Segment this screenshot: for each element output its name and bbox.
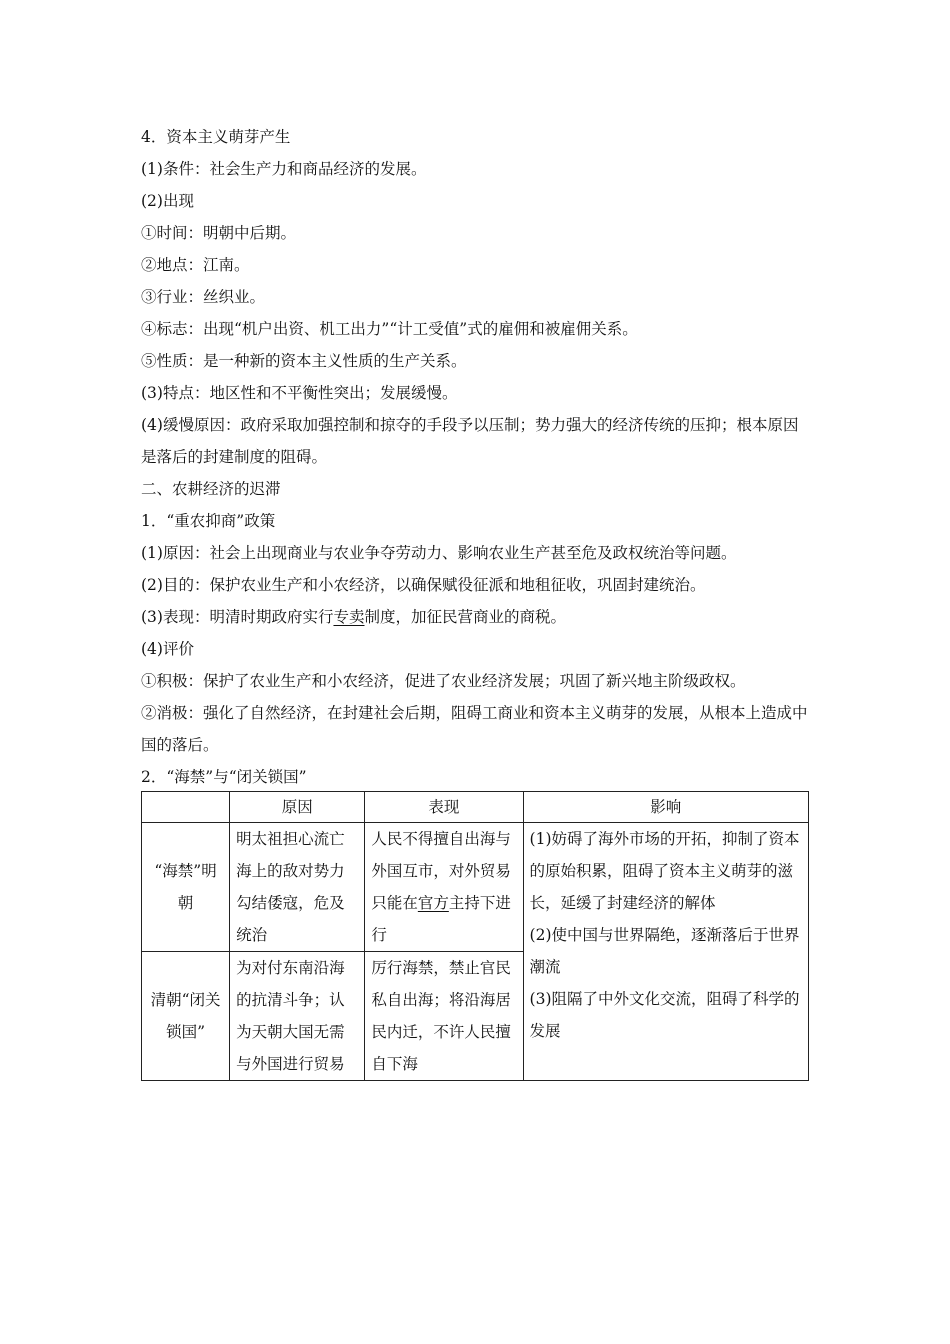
impact-item: (2)使中国与世界隔绝，逐渐落后于世界潮流	[529, 926, 800, 976]
table-header-cell: 原因	[230, 792, 365, 823]
paragraph: ②消极：强化了自然经济，在封建社会后期，阻碍工商业和资本主义萌芽的发展，从根本上造成中国的落后。	[141, 704, 808, 754]
section-heading: 二、农耕经济的迟滞	[141, 480, 281, 498]
document-body	[141, 121, 811, 793]
paragraph: ②地点：江南。	[141, 256, 250, 274]
table-cell: 为对付东南沿海的抗清斗争；认为天朝大国无需与外国进行贸易	[230, 952, 365, 1081]
impact-item: (3)阻隔了中外文化交流，阻碍了科学的发展	[529, 990, 800, 1040]
section-heading: 4．资本主义萌芽产生	[141, 128, 291, 146]
paragraph: ③行业：丝织业。	[141, 288, 266, 306]
paragraph: ④标志：出现“机户出资、机工出力”“计工受值”式的雇佣和被雇佣关系。	[141, 320, 638, 338]
row-label-cell: 清朝“闭关锁国”	[142, 952, 230, 1081]
paragraph: (1)原因：社会上出现商业与农业争夺劳动力、影响农业生产甚至危及政权统治等问题。	[141, 544, 737, 562]
paragraph: (2)出现	[141, 192, 194, 210]
table-header-cell: 影响	[523, 792, 808, 823]
text-run: 制度，加征民营商业的商税。	[364, 608, 566, 626]
subsection-heading: 2．“海禁”与“闭关锁国”	[141, 768, 307, 786]
table-header-cell: 表现	[365, 792, 523, 823]
underlined-term: 官方	[417, 894, 449, 912]
underlined-term: 专卖	[333, 608, 365, 626]
paragraph: (2)目的：保护农业生产和小农经济，以确保赋役征派和地租征收，巩固封建统治。	[141, 576, 706, 594]
paragraph: ①时间：明朝中后期。	[141, 224, 297, 242]
paragraph: (3)特点：地区性和不平衡性突出；发展缓慢。	[141, 384, 458, 402]
table-row	[142, 823, 809, 952]
table-cell	[365, 823, 523, 952]
paragraph: (4)评价	[141, 640, 194, 658]
impact-cell	[523, 823, 808, 1081]
text-run: 人民不得擅自出海与外国互市，对外贸易只能在	[371, 830, 511, 912]
paragraph	[141, 601, 811, 633]
row-label-cell: “海禁”明朝	[142, 823, 230, 952]
impact-item: (1)妨碍了海外市场的开拓，抑制了资本的原始积累，阻碍了资本主义萌芽的滋长，延缓了封建经济的解体	[529, 830, 800, 912]
table-cell: 厉行海禁，禁止官民私自出海；将沿海居民内迁，不许人民擅自下海	[365, 952, 523, 1081]
subsection-heading: 1．“重农抑商”政策	[141, 512, 276, 530]
table-cell: 明太祖担心流亡海上的敌对势力勾结倭寇，危及统治	[230, 823, 365, 952]
paragraph: (1)条件：社会生产力和商品经济的发展。	[141, 160, 427, 178]
table-header-row	[142, 792, 809, 823]
text-run: (3)表现：明清时期政府实行	[141, 608, 334, 626]
paragraph: ⑤性质：是一种新的资本主义性质的生产关系。	[141, 352, 467, 370]
text-run: 主持下进行	[371, 894, 511, 944]
paragraph: (4)缓慢原因：政府采取加强控制和掠夺的手段予以压制；势力强大的经济传统的压抑；根本原因是落后的封建制度的阻碍。	[141, 416, 799, 466]
table-header-cell	[142, 792, 230, 823]
paragraph: ①积极：保护了农业生产和小农经济，促进了农业经济发展；巩固了新兴地主阶级政权。	[141, 672, 746, 690]
comparison-table	[141, 791, 809, 1081]
